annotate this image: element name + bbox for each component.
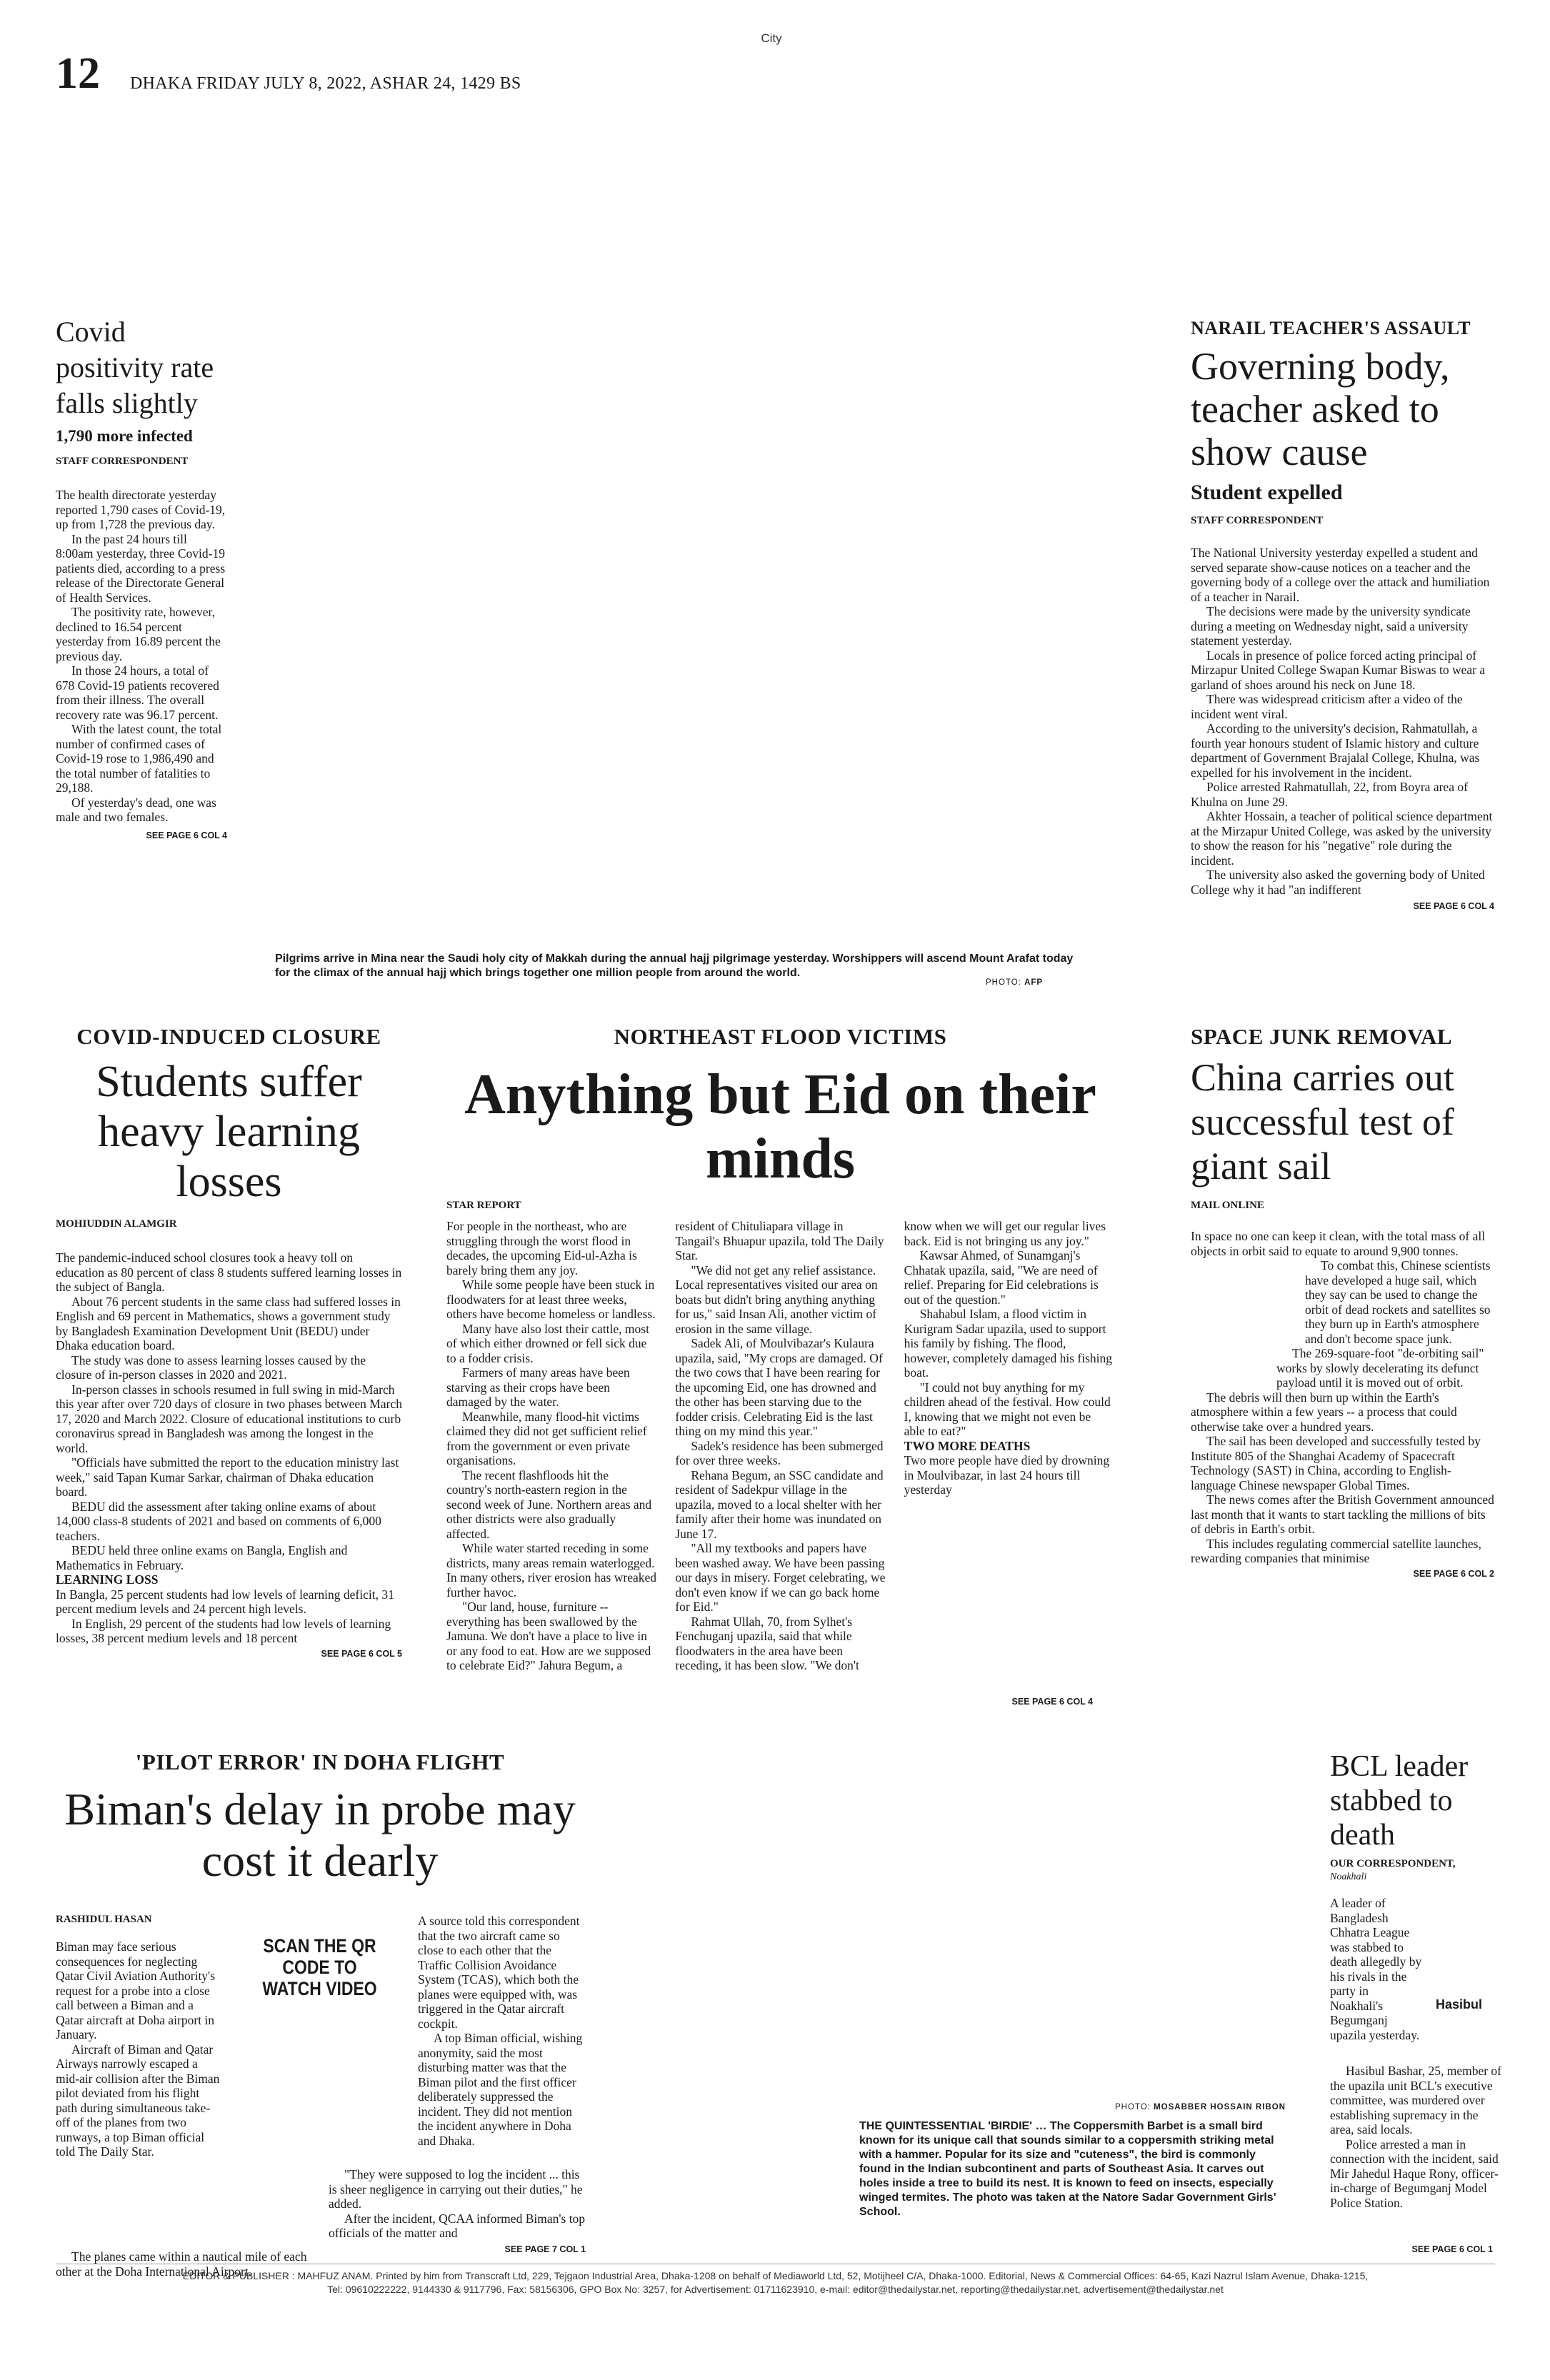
paragraph: The positivity rate, however, declined to 16.54 percent yesterday from 16.89 percent the previous day. <box>56 605 221 663</box>
paragraph: The recent flashfloods hit the country's north-eastern region in the second week of June. Northern areas and other districts were also gradually affected. <box>446 1467 652 1541</box>
bcl-jump[interactable]: SEE PAGE 6 COL 1 <box>1411 2244 1493 2254</box>
biman-body-col2 <box>418 1914 586 2148</box>
paragraph: The 269-square-foot "de-orbiting sail" works by slowly decelerating its defunct payload until it is moved out of orbit. <box>1276 1346 1484 1390</box>
paragraph: "Officials have submitted the report to the education ministry last week," said Tapan Kumar Sarkar, chairman of Dhaka education board. <box>56 1455 399 1499</box>
paragraph: Sadek's residence has been submerged for over three weeks. <box>675 1438 884 1467</box>
paragraph: Meanwhile, many flood-hit victims claimed they did not get sufficient relief from the government or even private organisations. <box>446 1409 647 1467</box>
bcl-photo-label: Hasibul <box>1436 1997 1483 2012</box>
paragraph: After the incident, QCAA informed Biman's top officials of the matter and <box>329 2211 586 2240</box>
paragraph: About 76 percent students in the same class had suffered losses in English and 69 percent in Mathematics, shows a government study by Bangladesh Examination Development Unit (BEDU) under Dhaka education board. <box>56 1294 401 1352</box>
imprint-line-2: Tel: 09610222222, 9144330 & 9117796, Fax: 58156306, GPO Box No: 3257, for Advertisement: 01711623910, e-mail: editor@thedailystar.net, reporting@thedailystar.net, advertisement@thedailystar.net <box>327 2284 1224 2295</box>
covid-subhead: 1,790 more infected <box>56 427 193 445</box>
flood-jump[interactable]: SEE PAGE 6 COL 4 <box>1011 1697 1093 1707</box>
paragraph: Of yesterday's dead, one was male and two females. <box>56 795 216 824</box>
learning-byline: MOHIUDDIN ALAMGIR <box>56 1218 177 1230</box>
paragraph: Police arrested a man in connection with the incident, said Mir Jahedul Haque Rony, officer-in-charge of Begumganj Model Police Station. <box>1330 2137 1499 2210</box>
narail-body <box>1191 546 1494 897</box>
subheading: TWO MORE DEATHS <box>904 1438 1031 1453</box>
learning-headline: Students suffer heavy learning losses <box>96 1058 362 1206</box>
paragraph: Police arrested Rahmatullah, 22, from Boyra area of Khulna on June 29. <box>1191 780 1468 809</box>
bcl-story <box>1330 1749 1501 1883</box>
narail-subhead: Student expelled <box>1191 481 1343 504</box>
birdie-caption <box>859 2119 1284 2219</box>
paragraph: A leader of Bangladesh Chhatra League was stabbed to death allegedly by his rivals in the party in Noakhali's Begumganj upazila yesterday. <box>1330 1896 1422 2042</box>
learning-kicker: COVID-INDUCED CLOSURE <box>76 1024 381 1049</box>
hajj-photo-credit <box>986 978 1043 987</box>
flood-byline: STAR REPORT <box>446 1200 521 1211</box>
paragraph: With the latest count, the total number of confirmed cases of Covid-19 rose to 1,986,490 and the total number of fatalities to 29,188. <box>56 722 222 795</box>
biman-headline: Biman's delay in probe may cost it dearly <box>64 1784 576 1886</box>
birdie-caption-lead: THE QUINTESSENTIAL 'BIRDIE' … <box>859 2120 1047 2132</box>
paragraph: In Bangla, 25 percent students had low levels of learning deficit, 31 percent medium levels and 24 percent high levels. <box>56 1587 394 1616</box>
paragraph: The pandemic-induced school closures took a heavy toll on education as 80 percent of class 8 students suffered learning losses in the subject of Bangla. <box>56 1250 402 1294</box>
paragraph: A top Biman official, wishing anonymity, said the most disturbing matter was that the Biman pilot and the first officer deliberately suppressed the incident. They did not mention the incident anywhere in Doha and Dhaka. <box>418 2031 583 2148</box>
paragraph: While water started receding in some districts, many areas remain waterlogged. In many others, river erosion has wreaked further havoc. <box>446 1541 656 1600</box>
narail-jump[interactable]: SEE PAGE 6 COL 4 <box>1413 901 1494 911</box>
biman-story <box>56 1749 584 1887</box>
covid-headline: Covid positivity rate falls slightly <box>56 316 214 419</box>
subheading: LEARNING LOSS <box>56 1572 159 1587</box>
dateline: DHAKA FRIDAY JULY 8, 2022, ASHAR 24, 1429 BS <box>130 74 521 93</box>
learning-body <box>56 1250 402 1646</box>
paragraph: The health directorate yesterday reported 1,790 cases of Covid-19, up from 1,728 the previous day. <box>56 488 226 531</box>
imprint-line-1: EDITOR & PUBLISHER : MAHFUZ ANAM. Printed by him from Transcraft Ltd, 229, Tejgaon Industrial Area, Dhaka-1208 on behalf of Mediaworld Ltd, 52, Motijheel C/A, Dhaka-1000. Editorial, News & Commercial Offices: 64-65, Kazi Nazrul Islam Avenue, Dhaka-1215, <box>182 2270 1369 2281</box>
paragraph: While some people have been stuck in floodwaters for at least three weeks, others have become homeless or landless. <box>446 1277 656 1321</box>
paragraph: A source told this correspondent that the two aircraft came so close to each other that the Traffic Collision Avoidance System (TCAS), which both the planes were equipped with, was triggered in the Qatar aircraft cockpit. <box>418 1914 580 2031</box>
hajj-caption: Pilgrims arrive in Mina near the Saudi holy city of Makkah during the annual hajj pilgrimage yesterday. Worshippers will ascend Mount Arafat today for the climax of the annual hajj which brings together one million people from around the world. <box>275 953 1074 979</box>
paragraph: Akhter Hossain, a teacher of political science department at the Mirzapur United College, was asked by the university to show the reason for his "negative" role during the incident. <box>1191 809 1493 868</box>
narail-headline: Governing body, teacher asked to show cause <box>1191 345 1450 473</box>
paragraph: Shahabul Islam, a flood victim in Kurigram Sadar upazila, used to support his family by fishing. The flood, however, completely damaged his fishing boat. <box>904 1307 1113 1380</box>
paragraph: In English, 29 percent of the students had low levels of learning losses, 38 percent medium levels and 18 percent <box>56 1616 391 1645</box>
imprint <box>56 2269 1495 2296</box>
space-headline: China carries out successful test of giant sail <box>1191 1056 1454 1188</box>
paragraph: The debris will then burn up within the Earth's atmosphere within a few years -- a process that could otherwise take over a hundred years. <box>1191 1390 1457 1434</box>
paragraph: BEDU held three online exams on Bangla, English and Mathematics in February. <box>56 1543 348 1572</box>
paragraph: Sadek Ali, of Moulvibazar's Kulaura upazila, said, "My crops are damaged. Of the two cows that I have been rearing for the upcoming Eid, one has drowned and the other has been starving due to the fodder crisis. Celebrating Eid is the last thing on my mind this year." <box>675 1336 883 1438</box>
biman-body-col2b <box>329 2167 586 2241</box>
paragraph: "They were supposed to log the incident ... this is sheer negligence in carrying out their duties," he added. <box>329 2167 583 2211</box>
covid-body <box>56 488 227 825</box>
bcl-dateline: Noakhali <box>1330 1872 1367 1882</box>
flood-body <box>446 1219 1114 1676</box>
narail-story <box>1191 318 1494 911</box>
biman-jump[interactable]: SEE PAGE 7 COL 1 <box>504 2244 586 2254</box>
space-story <box>1191 1024 1494 1579</box>
paragraph: "All my textbooks and papers have been washed away. We have been passing our days in misery. Forget celebrating, we don't even know if we can go back home for Eid." <box>675 1541 886 1614</box>
space-jump[interactable]: SEE PAGE 6 COL 2 <box>1413 1568 1494 1579</box>
paragraph: Rehana Begum, an SSC candidate and resident of Sadekpur village in the upazila, moved to a local shelter with her family after their home was inundated on June 17. <box>675 1467 884 1541</box>
paragraph: The sail has been developed and successfully tested by Institute 805 of the Shanghai Academy of Spacecraft Technology (SAST) in China, according to English-language Chinese newspaper Global Times. <box>1191 1434 1481 1492</box>
paragraph: In space no one can keep it clean, with the total mass of all objects in orbit said to equate to around 9,900 tonnes. <box>1191 1229 1486 1258</box>
flood-story <box>446 1024 1114 1191</box>
credit-label: PHOTO: <box>1114 2103 1151 2112</box>
biman-body-col1 <box>56 1939 224 2159</box>
paragraph: The study was done to assess learning losses caused by the closure of in-person classes in 2020 and 2021. <box>56 1352 366 1382</box>
paragraph: "Our land, house, furniture -- everything has been swallowed by the Jamuna. We don't have a place to live in or any food to eat. How are we supposed to celebrate Eid?" Jahura Begum, a resident of Chituliapara village in Tangail's Bhuapur upazila, told The Daily Star. <box>446 1219 884 1672</box>
space-kicker: SPACE JUNK REMOVAL <box>1191 1024 1453 1049</box>
paragraph: In the past 24 hours till 8:00am yesterday, three Covid-19 patients died, according to a press release of the Directorate General of Health Services. <box>56 531 226 605</box>
learning-jump[interactable]: SEE PAGE 6 COL 5 <box>321 1648 402 1659</box>
paragraph: The university also asked the governing body of United College why it had "an indifferent <box>1191 868 1485 897</box>
birdie-photo-credit <box>1043 2103 1286 2112</box>
flood-headline: Anything but Eid on their minds <box>464 1063 1096 1190</box>
narail-byline: STAFF CORRESPONDENT <box>1191 515 1324 526</box>
flood-columns <box>446 1200 1114 1699</box>
biman-kicker: 'PILOT ERROR' IN DOHA FLIGHT <box>135 1749 505 1774</box>
paragraph: In-person classes in schools resumed in full swing in mid-March this year after over 720 days of closure in two phases between March 17, 2020 and March 2022. Closure of educational institutions to curb coronavirus spread in Bangladesh was among the longest in the world. <box>56 1382 402 1455</box>
paragraph: For people in the northeast, who are struggling through the worst flood in decades, the upcoming Eid-ul-Azha is barely bring them any joy. <box>446 1219 637 1277</box>
paragraph: In those 24 hours, a total of 678 Covid-19 patients recovered from their illness. The overall recovery rate was 96.17 percent. <box>56 663 219 722</box>
bcl-body-top <box>1330 1896 1423 2042</box>
learning-story <box>56 1024 402 1659</box>
bcl-body <box>1330 2064 1501 2210</box>
paragraph: Biman may face serious consequences for neglecting Qatar Civil Aviation Authority's request for a probe into a close call between a Biman and a Qatar aircraft at Doha airport in January. <box>56 1939 216 2042</box>
biman-byline: RASHIDUL HASAN <box>56 1914 152 1925</box>
covid-byline: STAFF CORRESPONDENT <box>56 456 189 467</box>
hajj-photo-area <box>274 307 1088 943</box>
paragraph: Aircraft of Biman and Qatar Airways narrowly escaped a mid-air collision after the Biman pilot deviated from his flight path during simultaneous take-off of the planes from two runways, a top Biman official told The Daily Star. <box>56 2042 220 2159</box>
paragraph: Locals in presence of police forced acting principal of Mirzapur United College Swapan Kumar Biswas to wear a garland of shoes around his neck on June 18. <box>1191 648 1486 692</box>
credit-label: PHOTO: <box>986 978 1021 987</box>
narail-kicker: NARAIL TEACHER'S ASSAULT <box>1191 318 1471 338</box>
covid-story <box>56 314 227 840</box>
paragraph: There was widespread criticism after a video of the incident went viral. <box>1191 692 1463 721</box>
space-body <box>1191 1229 1494 1566</box>
section-label: City <box>761 31 782 45</box>
paragraph: "We did not get any relief assistance. Local representatives visited our area on boats but didn't bring anything anything for us," said Insan Ali, another victim of erosion in the same village. <box>675 1262 878 1336</box>
paragraph: "I could not buy anything for my children ahead of the festival. How could I, knowing that we might not even be able to eat?" <box>904 1380 1111 1438</box>
paragraph: The planes came within a nautical mile of each other at the Doha International Airport. <box>56 2249 307 2279</box>
page-number: 12 <box>56 49 100 98</box>
paragraph: The decisions were made by the university syndicate during a meeting on Wednesday night, said a university statement yesterday. <box>1191 604 1471 648</box>
paragraph: Kawsar Ahmed, of Sunamganj's Chhatak upazila, said, "We are need of relief. Preparing for Eid celebrations is out of the question." <box>904 1248 1099 1307</box>
credit-name: AFP <box>1024 978 1044 987</box>
paragraph: To combat this, Chinese scientists have developed a huge sail, which they say can be used to change the orbit of dead rockets and satellites so they burn up in Earth's atmosphere and don't become space junk. <box>1305 1258 1491 1346</box>
bcl-byline: OUR CORRESPONDENT, <box>1330 1858 1456 1869</box>
credit-name: MOSABBER HOSSAIN RIBON <box>1154 2103 1286 2112</box>
paragraph: According to the university's decision, Rahmatullah, a fourth year honours student of Islamic history and culture department of Government Brajalal College, Khulna, was expelled for his involvement in the incident. <box>1191 721 1480 780</box>
flood-kicker: NORTHEAST FLOOD VICTIMS <box>614 1024 947 1049</box>
paragraph: Farmers of many areas have been starving as their crops have been damaged by the water. <box>446 1365 630 1409</box>
space-byline: MAIL ONLINE <box>1191 1200 1264 1211</box>
covid-jump[interactable]: SEE PAGE 6 COL 4 <box>146 830 227 840</box>
paragraph: BEDU did the assessment after taking online exams of about 14,000 class-8 students of 2021 and based on comments of 6,000 teachers. <box>56 1499 381 1543</box>
qr-callout[interactable] <box>246 1935 393 1999</box>
paragraph: The news comes after the British Government announced last month that it wants to start tackling the millions of bits of debris in Earth's orbit. <box>1191 1492 1494 1536</box>
paragraph: Many have also lost their cattle, most of which either drowned or fell sick due to a fodder crisis. <box>446 1321 649 1365</box>
qr-text: SCAN THE QR CODE TO WATCH VIDEO <box>262 1935 377 1999</box>
paragraph: This includes regulating commercial satellite launches, rewarding companies that minimise <box>1191 1536 1481 1565</box>
birdie-caption-text: The Coppersmith Barbet is a small bird known for its unique call that sounds similar to a coppersmith striking metal with a hammer. Popular for its size and "cuteness", the bird is commonly found in the Indian subcontinent and parts of Southeast Asia. It carves out holes inside a tree to build its nest. It is known to feed on insects, especially winged termites. The photo was taken at the Natore Sadar Government Girls' School. <box>859 2120 1276 2218</box>
paragraph: The National University yesterday expelled a student and served separate show-cause notices on a teacher and the governing body of a college over the attack and humiliation of a teacher in Narail. <box>1191 546 1490 604</box>
bcl-headline: BCL leader stabbed to death <box>1330 1750 1469 1852</box>
paragraph: Hasibul Bashar, 25, member of the upazila unit BCL's executive committee, was murdered over establishing supremacy in the area, said locals. <box>1330 2064 1501 2137</box>
paragraph: Rahmat Ullah, 70, from Sylhet's Fenchuganj upazila, said that while floodwaters in the area have been receding, it has been slow. "We don't know when we will get our regular lives back. Eid is not bringing us any joy." <box>675 1219 1106 1672</box>
paragraph: Two more people have died by drowning in Moulvibazar, in last 24 hours till yesterday <box>904 1453 1110 1497</box>
